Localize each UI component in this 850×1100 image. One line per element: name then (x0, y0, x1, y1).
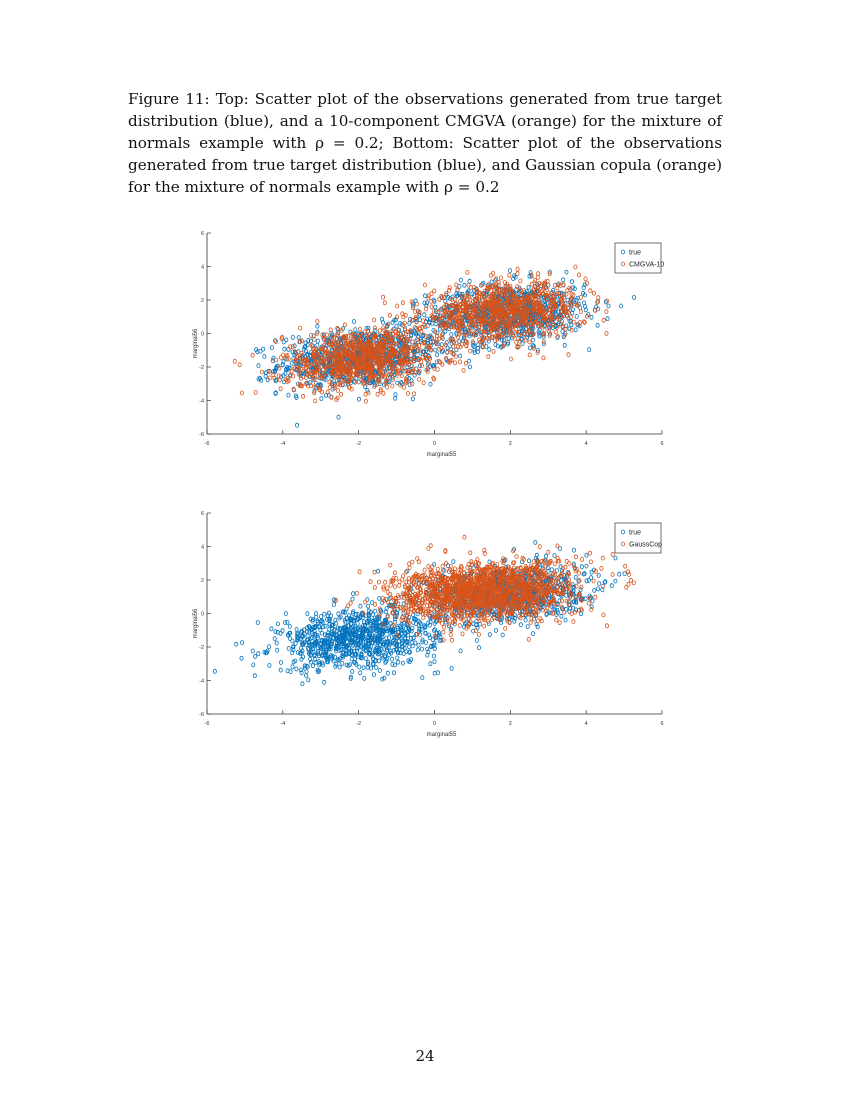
legend (615, 243, 664, 273)
data-point (364, 392, 367, 396)
data-point (423, 313, 426, 317)
data-point (322, 625, 325, 629)
data-point (332, 603, 335, 607)
data-point (374, 609, 377, 613)
data-point (256, 621, 259, 625)
data-point (337, 612, 340, 616)
data-point (382, 391, 385, 395)
data-point (403, 385, 406, 389)
data-point (357, 397, 360, 401)
data-point (450, 666, 453, 670)
data-point (574, 328, 577, 332)
data-point (579, 295, 582, 299)
data-point (501, 633, 504, 637)
data-point (305, 674, 308, 678)
data-point (233, 359, 236, 363)
data-point (338, 665, 341, 669)
x-tick-label: 6 (660, 441, 664, 447)
data-point (337, 415, 340, 419)
data-point (276, 648, 279, 652)
data-point (430, 292, 433, 296)
data-point (445, 341, 448, 345)
data-point (240, 656, 243, 660)
data-point (534, 540, 537, 544)
x-tick-label: -2 (356, 441, 362, 447)
data-point (433, 660, 436, 664)
data-point (413, 392, 416, 396)
data-point (605, 331, 608, 335)
data-point (579, 588, 582, 592)
series-CMGVA-10 (233, 265, 609, 403)
data-point (354, 328, 357, 332)
data-point (313, 338, 316, 342)
data-point (421, 319, 424, 323)
data-point (240, 391, 243, 395)
data-point (536, 275, 539, 279)
data-point (251, 649, 254, 653)
data-point (588, 348, 591, 352)
data-point (351, 597, 354, 601)
data-point (453, 361, 456, 365)
data-point (235, 642, 238, 646)
data-point (320, 397, 323, 401)
data-point (279, 661, 282, 665)
data-point (602, 318, 605, 322)
data-point (283, 347, 286, 351)
data-point (580, 565, 583, 569)
data-point (563, 343, 566, 347)
data-point (213, 669, 216, 673)
data-point (341, 661, 344, 665)
data-point (607, 304, 610, 308)
data-point (388, 313, 391, 317)
data-point (268, 664, 271, 668)
data-point (310, 630, 313, 634)
x-tick-label: 0 (432, 441, 437, 447)
data-point (386, 671, 389, 675)
data-point (377, 659, 380, 663)
data-point (575, 315, 578, 319)
data-point (306, 612, 309, 616)
data-point (422, 381, 425, 385)
data-point (254, 390, 257, 394)
data-point (326, 333, 329, 337)
data-point (254, 654, 257, 658)
data-point (362, 666, 365, 670)
data-point (392, 671, 395, 675)
data-point (260, 370, 263, 374)
data-point (273, 637, 276, 641)
data-point (340, 392, 343, 396)
data-point (436, 353, 439, 357)
data-point (562, 278, 565, 282)
data-point (358, 665, 361, 669)
data-point (257, 364, 260, 368)
data-point (284, 612, 287, 616)
data-point (420, 647, 423, 651)
data-point (433, 628, 436, 632)
data-point (287, 647, 290, 651)
data-point (270, 627, 273, 631)
data-point (296, 651, 299, 655)
data-point (462, 369, 465, 373)
y-tick-label: -6 (199, 432, 204, 438)
data-point (401, 661, 404, 665)
data-point (433, 299, 436, 303)
data-point (295, 667, 298, 671)
scatter-panel-2 (193, 511, 664, 738)
data-point (585, 564, 588, 568)
x-tick-label: 2 (508, 441, 512, 447)
data-point (429, 662, 432, 666)
data-point (372, 673, 375, 677)
data-point (589, 289, 592, 293)
data-point (391, 384, 394, 388)
data-point (428, 636, 431, 640)
data-point (529, 346, 532, 350)
data-point (366, 388, 369, 392)
data-point (450, 333, 453, 337)
data-point (509, 269, 512, 273)
data-point (343, 323, 346, 327)
data-point (297, 336, 300, 340)
data-point (364, 399, 367, 403)
data-point (437, 337, 440, 341)
data-point (633, 295, 636, 299)
data-point (251, 353, 254, 357)
data-point (323, 680, 326, 684)
data-point (416, 648, 419, 652)
data-point (528, 353, 531, 357)
data-point (396, 656, 399, 660)
data-point (464, 361, 467, 365)
data-point (424, 641, 427, 645)
data-point (307, 678, 310, 682)
y-axis-label: marginal56 (193, 328, 199, 359)
data-point (567, 353, 570, 357)
data-point (432, 629, 435, 633)
data-point (299, 326, 302, 330)
data-point (584, 277, 587, 281)
data-point (275, 358, 278, 362)
data-point (279, 668, 282, 672)
data-point (336, 389, 339, 393)
data-point (351, 669, 354, 673)
data-point (434, 305, 437, 309)
data-point (378, 596, 381, 600)
data-point (316, 343, 319, 347)
data-point (301, 682, 304, 686)
data-point (281, 629, 284, 633)
data-point (492, 349, 495, 353)
data-point (423, 294, 426, 298)
data-point (509, 357, 512, 361)
data-point (395, 324, 398, 328)
data-point (590, 570, 593, 574)
data-point (383, 676, 386, 680)
data-point (423, 283, 426, 287)
data-point (367, 604, 370, 608)
data-point (459, 278, 462, 282)
data-point (499, 276, 502, 280)
data-point (459, 360, 462, 364)
y-tick-label: -2 (199, 365, 204, 371)
data-point (585, 553, 588, 557)
data-point (306, 634, 309, 638)
data-point (590, 315, 593, 319)
data-point (291, 639, 294, 643)
data-point (291, 335, 294, 339)
data-point (267, 645, 270, 649)
data-point (257, 652, 260, 656)
data-point (376, 569, 379, 573)
data-point (411, 340, 414, 344)
data-point (459, 354, 462, 358)
data-point (279, 387, 282, 391)
legend-label: true (629, 249, 642, 257)
x-tick-label: 4 (584, 441, 588, 447)
data-point (466, 270, 469, 274)
data-point (291, 665, 294, 669)
data-point (397, 660, 400, 664)
data-point (596, 323, 599, 327)
data-point (527, 285, 530, 289)
data-point (316, 320, 319, 324)
data-point (428, 633, 431, 637)
y-tick-label: 4 (200, 264, 204, 271)
data-point (537, 272, 540, 276)
y-tick-label: -4 (199, 398, 204, 405)
data-point (311, 664, 314, 668)
data-point (279, 356, 282, 360)
data-point (275, 641, 278, 645)
data-point (574, 575, 577, 579)
data-point (319, 615, 322, 619)
data-point (386, 385, 389, 389)
data-point (542, 356, 545, 360)
data-point (295, 423, 298, 427)
data-point (421, 676, 424, 680)
data-point (572, 548, 575, 552)
data-point (577, 579, 580, 583)
data-point (358, 327, 361, 331)
data-point (519, 279, 522, 283)
data-point (436, 671, 439, 675)
data-point (596, 300, 599, 304)
data-point (418, 377, 421, 381)
data-point (433, 671, 436, 675)
data-point (352, 592, 355, 596)
data-point (430, 305, 433, 309)
data-point (401, 301, 404, 305)
data-point (290, 361, 293, 365)
data-point (316, 339, 319, 343)
data-point (508, 273, 511, 277)
data-point (252, 663, 255, 667)
data-point (381, 677, 384, 681)
data-point (352, 320, 355, 324)
data-point (469, 349, 472, 353)
data-point (287, 393, 290, 397)
data-point (253, 674, 256, 678)
data-point (565, 270, 568, 274)
data-point (408, 645, 411, 649)
data-point (276, 622, 279, 626)
data-point (488, 347, 491, 351)
data-point (314, 399, 317, 403)
data-point (288, 625, 291, 629)
data-point (455, 283, 458, 287)
data-point (316, 324, 319, 328)
data-point (383, 301, 386, 305)
y-tick-label: 0 (200, 331, 204, 338)
data-point (382, 295, 385, 299)
data-point (459, 649, 462, 653)
legend-label: CMGVA-10 (629, 261, 665, 269)
data-point (528, 340, 531, 344)
data-point (378, 669, 381, 673)
data-point (436, 368, 439, 372)
data-point (578, 273, 581, 277)
data-point (262, 347, 265, 351)
legend-box (615, 243, 661, 273)
data-point (574, 265, 577, 269)
data-point (411, 397, 414, 401)
data-point (270, 346, 273, 350)
data-point (531, 338, 534, 342)
data-point (429, 382, 432, 386)
data-point (384, 660, 387, 664)
data-point (328, 386, 331, 390)
data-point (359, 604, 362, 608)
data-point (359, 671, 362, 675)
data-point (592, 291, 595, 295)
data-point (490, 280, 493, 284)
data-point (406, 392, 409, 396)
x-tick-label: -4 (280, 441, 286, 447)
data-point (373, 326, 376, 330)
data-point (263, 355, 266, 359)
y-tick-label: 6 (200, 231, 204, 237)
data-point (376, 392, 379, 396)
data-point (378, 329, 381, 333)
data-point (596, 587, 599, 591)
data-point (507, 337, 510, 341)
data-point (516, 267, 519, 271)
x-tick-label: -6 (204, 441, 210, 447)
data-point (468, 365, 471, 369)
data-point (353, 380, 356, 384)
data-point (284, 621, 287, 625)
data-point (619, 304, 622, 308)
data-point (302, 394, 305, 398)
data-point (605, 310, 608, 314)
data-point (364, 657, 367, 661)
data-point (488, 633, 491, 637)
data-point (363, 676, 366, 680)
data-point (414, 641, 417, 645)
data-point (463, 283, 466, 287)
data-point (570, 280, 573, 284)
data-point (336, 326, 339, 330)
data-point (487, 355, 490, 359)
data-point (448, 288, 451, 292)
scatter-panel-1 (193, 231, 664, 458)
x-axis-label: marginal55 (426, 452, 457, 458)
y-tick-label: 2 (200, 298, 204, 304)
data-point (606, 317, 609, 321)
data-point (323, 612, 326, 616)
data-point (373, 318, 376, 322)
data-point (370, 666, 373, 670)
data-point (515, 340, 518, 344)
data-point (516, 272, 519, 276)
data-point (432, 654, 435, 658)
data-point (554, 330, 557, 334)
data-point (241, 641, 244, 645)
data-point (468, 359, 471, 363)
data-point (473, 348, 476, 352)
caption-text: Figure 11: Top: Scatter plot of the observations generated from true target distribution (blue), and a 10-component CMGVA (orange) for the mixture of normals example with ρ = 0.2; Bottom: Scatter plot of the observations generated from true target distribution (blue), and Gaussian copula (orange) for the mixture of normals example with ρ = 0.2 (128, 90, 722, 196)
data-point (238, 363, 241, 367)
data-point (468, 279, 471, 283)
data-point (417, 643, 420, 647)
data-point (390, 657, 393, 661)
data-point (396, 304, 399, 308)
data-point (434, 348, 437, 352)
data-point (544, 554, 547, 558)
